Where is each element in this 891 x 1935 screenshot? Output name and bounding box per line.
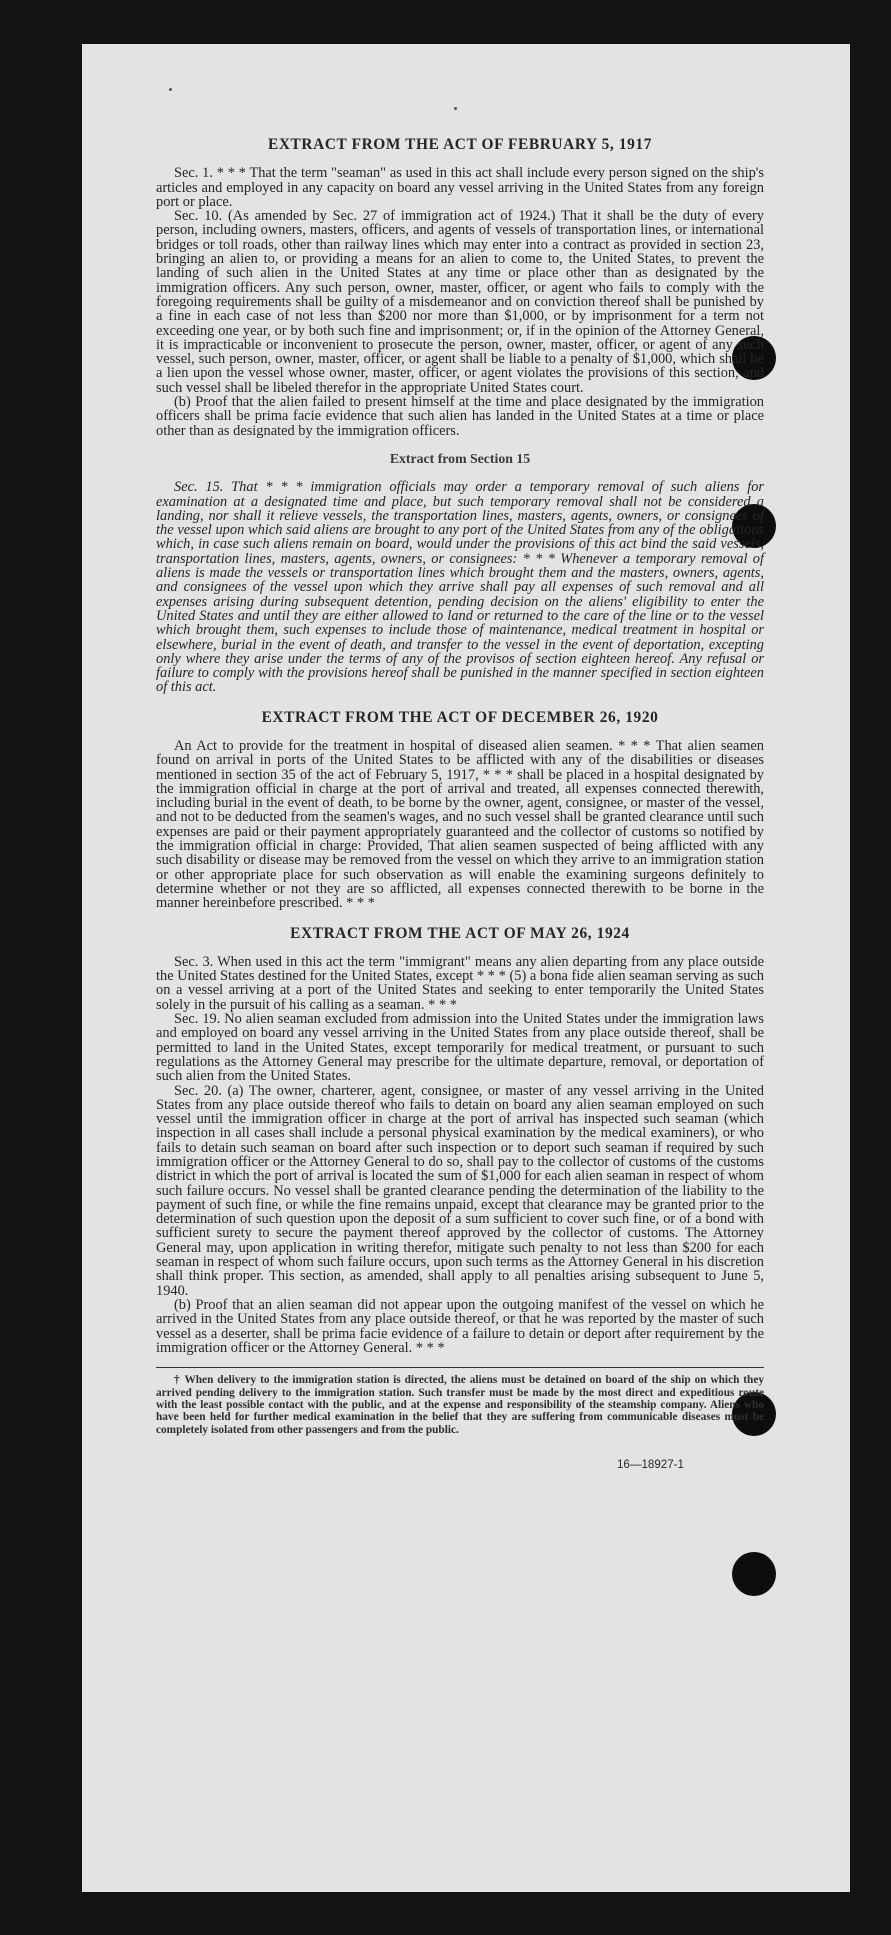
section15-heading: Extract from Section 15 — [389, 450, 531, 466]
sec10-paragraph: Sec. 10. (As amended by Sec. 27 of immigration act of 1924.) That it shall be the duty of every person, including owners, masters, officers, and agents of vessels of transportation lines, or international bridges or toll roads, other than railway lines which may enter into a contract as provided in section 23, bringing an alien to, or providing a means for an alien to come to, the United States, to prevent the landing of such alien in the United States at any time or place other than as designated by the immigration officers. Any such person, owner, master, officer, or agent who fails to comply with the foregoing requirements shall be guilty of a misdemeanor and on conviction thereof shall be punished by a fine in each case of not less than $200 nor more than $1,000, or by imprisonment for a term not exceeding one year, or by both such fine and imprisonment; or, if in the opinion of the Attorney General, it is impracticable or inconvenient to prosecute the person, owner, master, officer, or agent of any such vessel, such person, owner, master, officer, or agent shall be liable to a penalty of $1,000, which shall be a lien upon the vessel whose owner, master, officer, or agent violates the provisions of this section, and such vessel shall be libeled therefor in the appropriate United States court. — [156, 208, 764, 396]
punch-hole — [732, 1552, 776, 1596]
section-heading-1920: EXTRACT FROM THE ACT OF DECEMBER 26, 1920 — [261, 708, 659, 726]
document-body — [156, 138, 764, 1472]
sec3-paragraph: Sec. 3. When used in this act the term "immigrant" means any alien departing from any place outside the United States destined for the United States, except * * * (5) a bona fide alien seaman serving as such on a vessel arriving at a port of the United States and seeking to enter temporarily the United States solely in the pursuit of his calling as a seaman. * * * — [156, 953, 764, 1013]
sec20-paragraph: Sec. 20. (a) The owner, charterer, agent, consignee, or master of any vessel arriving in the United States from any place outside thereof who fails to detain on board any alien seaman employed on such vessel until the immigration officer in charge at the port of arrival has inspected such seaman (which inspection in all cases shall include a personal physical examination by the medical examiners), or who fails to detain such seaman on board after such inspection or to deport such seaman if required by such immigration officer or the Attorney General to do so, shall pay to the collector of customs of the customs district in which the port of arrival is located the sum of $1,000 for each alien seaman in respect of whom such failure occurs. No vessel shall be granted clearance pending the determination of the liability to the payment of such fine, or while the fine remains unpaid, except that clearance may be granted prior to the determination of such question upon the deposit of a sum sufficient to cover such fine, or of a bond with sufficient surety to secure the payment thereof approved by the collector of customs. The Attorney General may, upon application in writing therefor, mitigate such penalty to not less than $200 for each seaman in respect of whom such failure occurs, upon such terms as the Attorney General in his discretion shall think proper. This section, as amended, shall apply to all penalties arising subsequent to June 5, 1940. — [156, 1082, 764, 1299]
act1920-paragraph: An Act to provide for the treatment in hospital of diseased alien seamen. * * * That alien seamen found on arrival in ports of the United States to be afflicted with any of the disabilities or diseases mentioned in section 35 of the act of February 5, 1917, * * * shall be placed in a hospital designated by the immigration official in charge at the port of arrival and treated, all expenses connected therewith, including burial in the event of death, to be borne by the owner, agent, consignee, or master of the vessel, and not to be deducted from the seamen's wages, and no such vessel shall be granted clearance until such expenses are paid or their payment appropriately guaranteed and the collector of customs so notified by the immigration official in charge: Provided, That alien seamen suspected of being afflicted with any such disability or disease may be removed from the vessel on which they arrive to an immigration station or other appropriate place for such observation as will enable the examining surgeons definitely to determine whether or not they are so afflicted, all expenses connected therewith to be borne in the manner hereinbefore prescribed. * * * — [156, 737, 764, 912]
footnote-divider — [156, 1367, 764, 1368]
sec1-paragraph: Sec. 1. * * * That the term "seaman" as used in this act shall include every person signed on the ship's articles and employed in any capacity on board any vessel arriving in the United States from any foreign port or place. — [156, 165, 764, 210]
sec19-paragraph: Sec. 19. No alien seaman excluded from admission into the United States under the immigration laws and employed on board any vessel arriving in the United States from any place outside thereof, shall be permitted to land in the United States, except temporarily for medical treatment, or pursuant to such regulations as the Attorney General may prescribe for the ultimate departure, removal, or deportation of such alien from the United States. — [156, 1011, 764, 1085]
paper-speck — [169, 88, 172, 91]
sec15-paragraph: Sec. 15. That * * * immigration officials may order a temporary removal of such aliens for examination at a designated time and place, but such temporary removal shall not be considered a landing, nor shall it relieve vessels, the transportation lines, masters, agents, owners, or consignees of the vessel upon which said aliens are brought to any port of the United States from any of the obligations which, in case such aliens remain on board, would under the provisions of this act bind the said vessels, transportation lines, masters, agents, owners, or consignees: * * * Whenever a temporary removal of aliens is made the vessels or transportation lines which brought them and the masters, owners, agents, and consignees of the vessel upon which they arrive shall pay all expenses of such removal and all expenses arising during subsequent detention, pending decision on the aliens' eligibility to enter the United States and until they are either allowed to land or returned to the care of the line or to the vessel which brought them, such expenses to include those of maintenance, medical treatment in hospital or elsewhere, burial in the event of death, and transfer to the vessel in the event of deportation, excepting only where they arise under the terms of any of the provisos of section eighteen hereof. Any refusal or failure to comply with the provisions hereof shall be punished in the manner specified in section eighteen of this act. — [156, 479, 764, 696]
document-page — [82, 44, 850, 1892]
form-number: 16—18927-1 — [616, 1458, 684, 1472]
sec20b-paragraph: (b) Proof that an alien seaman did not appear upon the outgoing manifest of the vessel on which he arrived in the United States from any place outside thereof, or that he was reported by the master of such vessel as a deserter, shall be prima facie evidence of a failure to detain or deport after requirement by the immigration officer or the Attorney General. * * * — [156, 1296, 764, 1356]
footnote: † When delivery to the immigration station is directed, the aliens must be detained on board of the ship on which they arrived pending delivery to the immigration station. Such transfer must be made by the most direct and expeditious route with the least possible contact with the public, and at the expense and responsibility of the steamship company. Aliens who have been held for further medical examination in the belief that they are suffering from communicable diseases must be completely isolated from other passengers and from the public. — [156, 1374, 764, 1436]
section-heading-1924: EXTRACT FROM THE ACT OF MAY 26, 1924 — [290, 924, 630, 942]
sec10b-paragraph: (b) Proof that the alien failed to present himself at the time and place designated by the immigration officers shall be prima facie evidence that such alien has landed in the United States at a time or place other than as designated by the immigration officers. — [156, 394, 764, 439]
section-heading-1917: EXTRACT FROM THE ACT OF FEBRUARY 5, 1917 — [267, 136, 653, 153]
paper-speck — [454, 107, 457, 110]
